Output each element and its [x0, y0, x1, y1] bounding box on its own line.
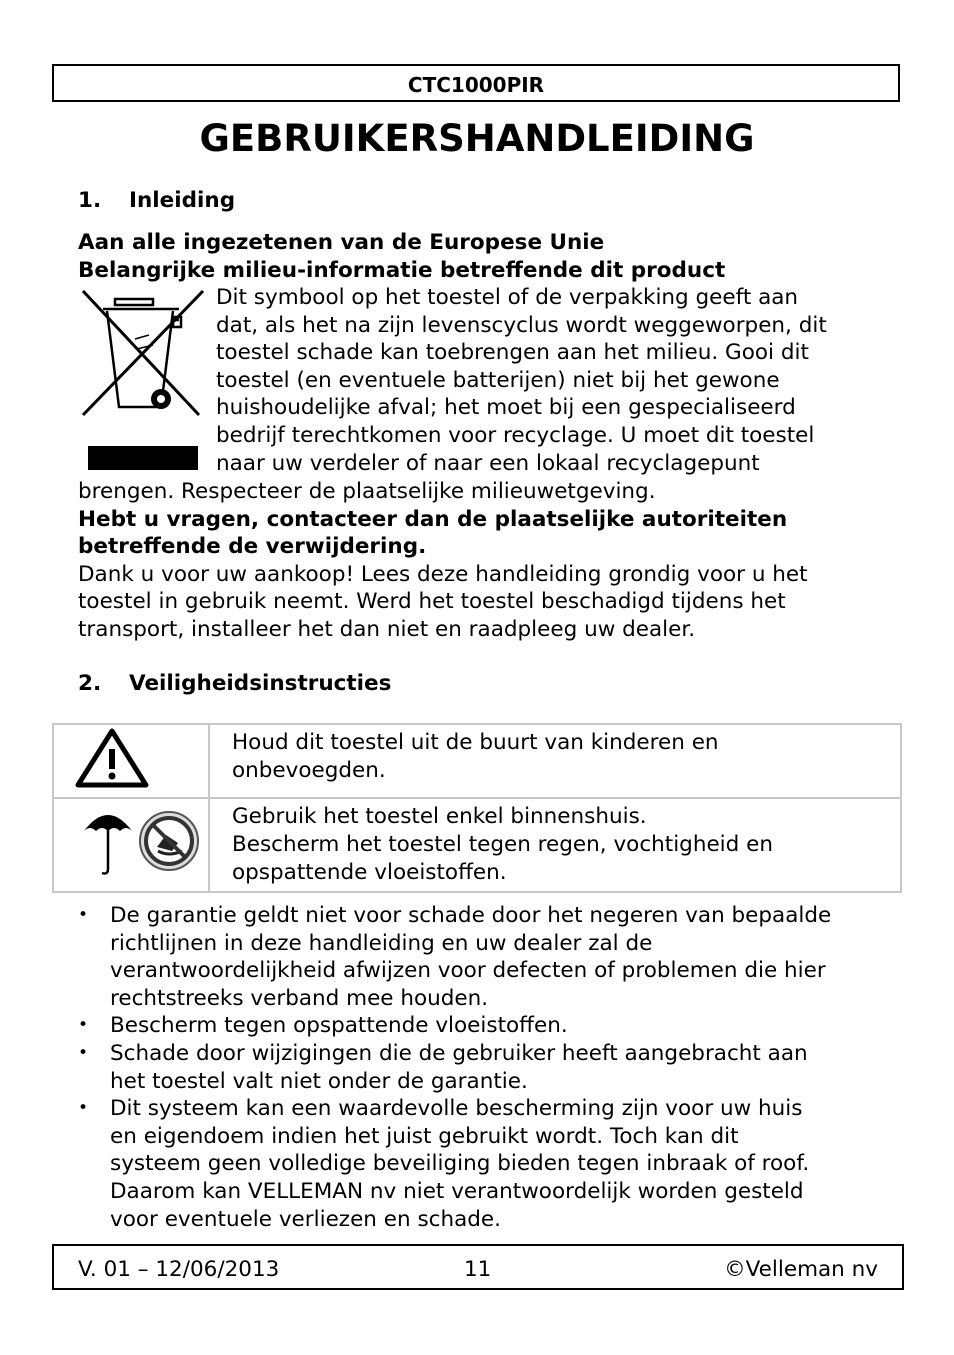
page-title: GEBRUIKERSHANDLEIDING: [199, 117, 755, 160]
list-item-line: • Bescherm tegen opspattende vloeistoffen.: [110, 1013, 568, 1039]
text-cell: [209, 724, 901, 798]
warning-triangle-icon: [54, 725, 208, 789]
instruction-line: Bescherm het toestel tegen regen, vochtigheid en: [232, 832, 773, 857]
list-item: [78, 1040, 878, 1095]
question-line: betreffende de verwijdering.: [78, 534, 427, 560]
thanks-line: transport, installeer het dan niet en raadpleeg uw dealer.: [78, 616, 696, 642]
eu-notice: [78, 229, 878, 284]
list-item-line: voor eventuele verliezen en schade.: [110, 1206, 501, 1232]
instruction-line: Gebruik het toestel enkel binnenshuis.: [232, 804, 647, 829]
section-heading-veiligheid: [78, 671, 391, 696]
list-item: [78, 1095, 878, 1233]
instruction-line: Houd dit toestel uit de buurt van kinderen en: [232, 730, 719, 755]
icon-cell: [53, 724, 209, 798]
eu-notice-line: Belangrijke milieu-informatie betreffende dit product: [78, 257, 726, 283]
list-item-line: het toestel valt niet onder de garantie.: [110, 1068, 528, 1094]
section-number: 2.: [78, 671, 102, 696]
section-heading-inleiding: [78, 188, 235, 213]
list-item-line: verantwoordelijkheid afwijzen voor defecten of problemen die hier: [110, 958, 826, 984]
safety-table: [52, 723, 902, 893]
weee-line: toestel (en eventuele batterijen) niet bij het gewone: [216, 367, 780, 393]
list-item-line: richtlijnen in deze handleiding en uw dealer zal de: [110, 930, 653, 956]
icon-cell: [53, 798, 209, 892]
section-title: Veiligheidsinstructies: [129, 671, 392, 696]
weee-line: brengen. Respecteer de plaatselijke milieuwetgeving.: [78, 479, 656, 504]
footer-copyright: ©Velleman nv: [724, 1257, 878, 1282]
eu-notice-line: Aan alle ingezetenen van de Europese Unie: [78, 230, 605, 255]
weee-bin-icon: [79, 287, 209, 472]
weee-line: naar uw verdeler of naar een lokaal recyclagepunt: [216, 450, 760, 476]
page-footer: [52, 1244, 904, 1290]
section-title: Inleiding: [129, 188, 236, 213]
warranty-list: [78, 902, 878, 1233]
footer-page-number: 11: [464, 1257, 492, 1282]
weee-continued: [78, 478, 878, 644]
weee-line: toestel schade kan toebrengen aan het milieu. Gooi dit: [216, 340, 809, 366]
thanks-line: Dank u voor uw aankoop! Lees deze handleiding grondig voor u het: [78, 561, 808, 587]
list-item-line: systeem geen volledige beveiliging bieden tegen inbraak of roof.: [110, 1151, 810, 1177]
thanks-line: toestel in gebruik neemt. Werd het toestel beschadigd tijdens het: [78, 589, 786, 615]
table-row: [53, 798, 901, 892]
list-item-line: • Schade door wijzigingen die de gebruiker heeft aangebracht aan: [110, 1040, 808, 1066]
list-item: [78, 1012, 878, 1040]
list-item-line: • De garantie geldt niet voor schade door het negeren van bepaalde: [110, 903, 832, 928]
footer-version: V. 01 – 12/06/2013: [78, 1257, 280, 1282]
instruction-line: onbevoegden.: [232, 758, 386, 783]
weee-paragraph: [216, 284, 886, 477]
weee-line: huishoudelijke afval; het moet bij een gespecialiseerd: [216, 395, 796, 421]
instruction-line: opspattende vloeistoffen.: [232, 860, 507, 885]
section-number: 1.: [78, 188, 102, 213]
list-item-line: rechtstreeks verband mee houden.: [110, 985, 489, 1011]
question-line: Hebt u vragen, contacteer dan de plaatselijke autoriteiten: [78, 506, 788, 532]
list-item: [78, 902, 878, 1012]
weee-line: dat, als het na zijn levenscyclus wordt weggeworpen, dit: [216, 312, 827, 338]
list-item-line: en eigendoem indien het juist gebruikt wordt. Toch kan dit: [110, 1123, 739, 1149]
text-cell: [209, 798, 901, 892]
list-item-line: Daarom kan VELLEMAN nv niet verantwoordelijk worden gesteld: [110, 1178, 804, 1204]
list-item-line: • Dit systeem kan een waardevolle bescherming zijn voor uw huis: [110, 1096, 803, 1122]
model-header: [52, 64, 900, 102]
table-row: [53, 724, 901, 798]
weee-line: bedrijf terechtkomen voor recyclage. U moet dit toestel: [216, 422, 815, 448]
no-liquid-icon: [140, 812, 198, 870]
umbrella-icon: [84, 815, 132, 874]
model-name: CTC1000PIR: [407, 73, 545, 97]
weee-line: Dit symbool op het toestel of de verpakking geeft aan: [216, 285, 799, 310]
